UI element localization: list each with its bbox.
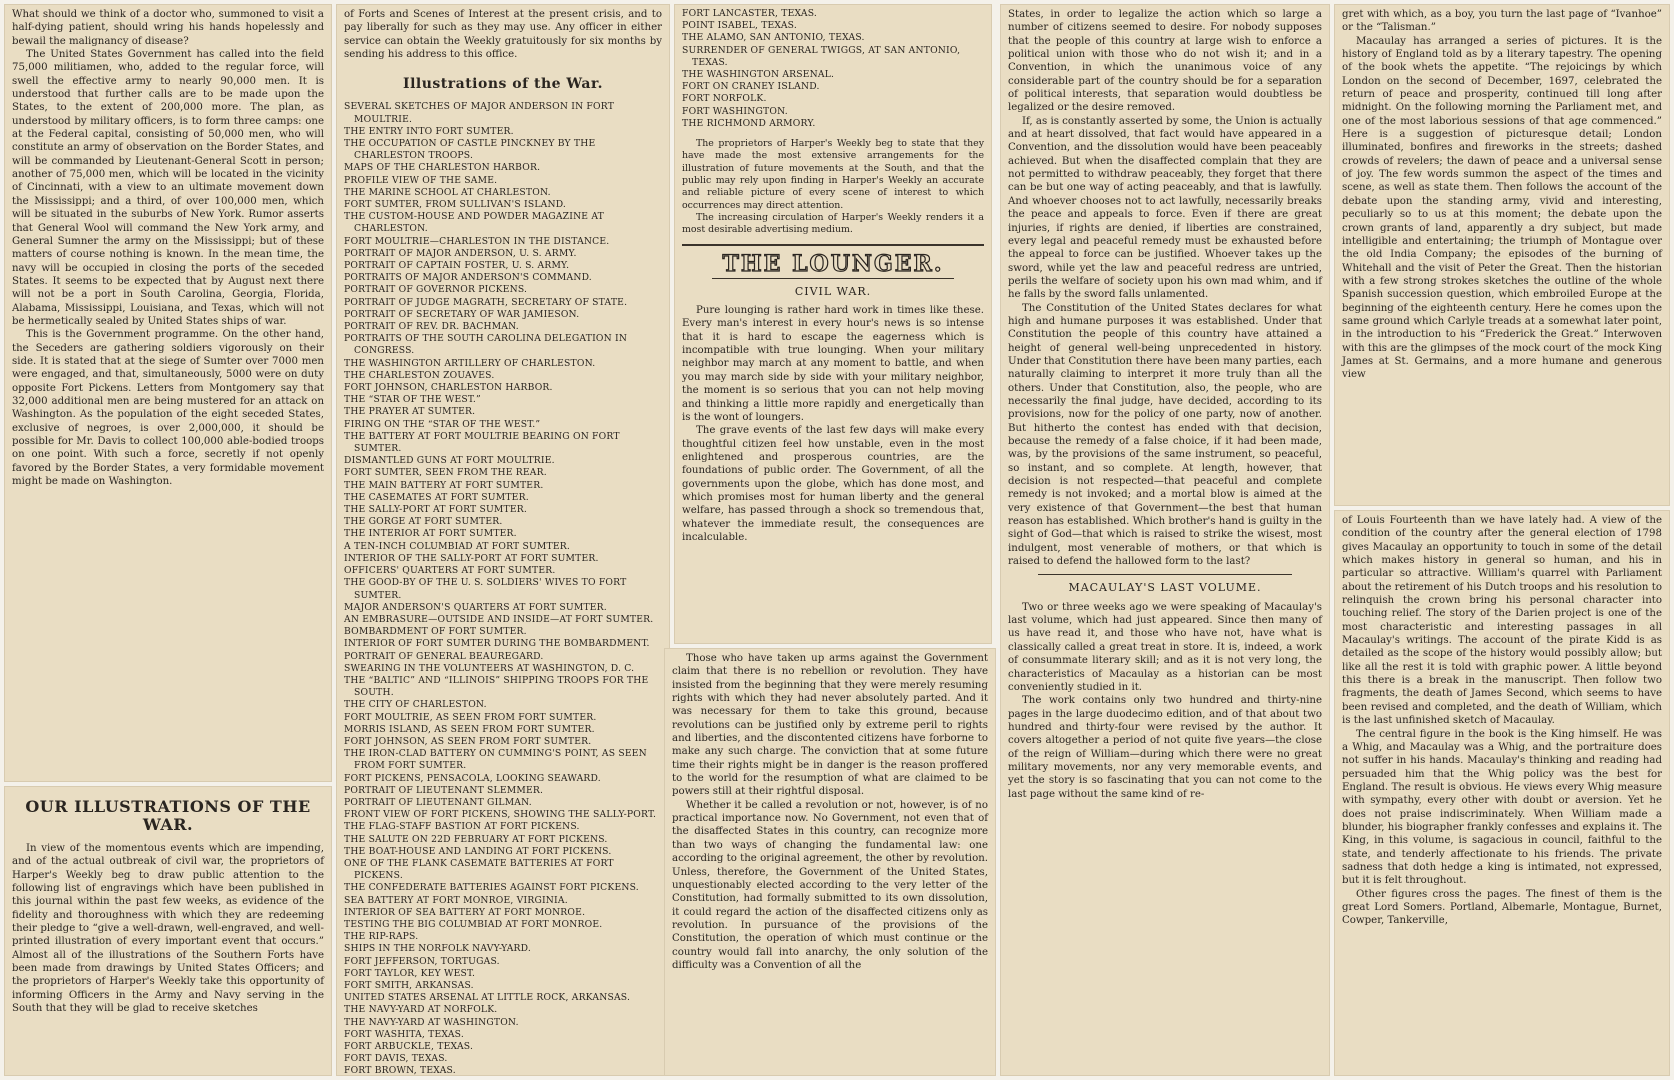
list-item: THE GOOD-BY OF THE U. S. SOLDIERS' WIVES TO FORT SUMTER. — [344, 577, 627, 601]
paragraph: Other figures cross the pages. The finest of them is the great Lord Somers. Portland, Albemarle, Montague, Burnet, Cowper, Tankerville, — [1342, 888, 1662, 927]
list-item: FORT ON CRANEY ISLAND. — [682, 81, 820, 93]
list-item: THE IRON-CLAD BATTERY ON CUMMING'S POINT, AS SEEN FROM FORT SUMTER. — [344, 748, 647, 772]
paragraph: This is the Government programme. On the other hand, the Seceders are gathering soldiers vigorously on their side. It is stated that at the siege of Sumter over 7000 men were engaged, and that, simultaneously, 5000 were on duty opposite Fort Pickens. Letters from Montgomery say that 32,000 additional men are being mustered for an attack on Washington. As the population of the eight seceded States, exclusive of negroes, is over 2,000,000, it should be possible for Mr. Davis to collect 100,000 able-bodied troops on one point. With such a force, secretly if not openly favored by the Border States, a very formidable movement might be made on Washington. — [12, 329, 324, 488]
list-item: THE CUSTOM-HOUSE AND POWDER MAGAZINE AT CHARLESTON. — [344, 211, 604, 235]
paragraph: The central figure in the book is the King himself. He was a Whig, and Macaulay was a Whig, and the portraiture does not suffer in his hands. Macaulay's thinking and reading had persuaded him that the Whig policy was the best for England. The result is obvious. He views every Whig measure with sympathy, every other with doubt or aversion. Yet he does not praise indiscriminately. When William made a blunder, his biographer frankly confesses and explains it. The King, in this volume, is sagacious in council, faithful to the state, and tenderly affectionate to his friends. The private sadness that doth hedge a king is intimated, not expressed, but it is felt throughout. — [1342, 728, 1662, 887]
list-item: SURRENDER OF GENERAL TWIGGS, AT SAN ANTONIO, TEXAS. — [682, 44, 961, 68]
list-item: PORTRAIT OF LIEUTENANT SLEMMER. — [344, 784, 544, 796]
list-item: THE ALAMO, SAN ANTONIO, TEXAS. — [682, 32, 865, 44]
list-item: THE CASEMATES AT FORT SUMTER. — [344, 491, 529, 503]
list-item: FORT BROWN, TEXAS. — [344, 1065, 456, 1076]
paragraph: gret with which, as a boy, you turn the last page of “Ivanhoe” or the “Talisman.” — [1342, 9, 1662, 34]
list-item: SWEARING IN THE VOLUNTEERS AT WASHINGTON, D. C. — [344, 662, 635, 674]
list-item: MORRIS ISLAND, AS SEEN FROM FORT SUMTER. — [344, 723, 595, 735]
section-heading: Illustrations of the War. — [403, 76, 603, 93]
list-item: FORT TAYLOR, KEY WEST. — [344, 967, 476, 979]
clipping-col4 — [1000, 4, 1330, 1076]
list-item: PORTRAIT OF CAPTAIN FOSTER, U. S. ARMY. — [344, 260, 570, 272]
list-item: FORT SUMTER, SEEN FROM THE REAR. — [344, 467, 547, 479]
paragraph: Two or three weeks ago we were speaking of Macaulay's last volume, which had just appeared. Since then many of us have read it, and those who have not, have what is classically called a great treat in store. It is, indeed, a work of consummate literary skill; and as it is not very long, the characteristics of Macaulay as a historian can be most conveniently studied in it. — [1008, 601, 1322, 693]
list-item: PORTRAITS OF THE SOUTH CAROLINA DELEGATION IN CONGRESS. — [344, 333, 628, 357]
list-item: THE OCCUPATION OF CASTLE PINCKNEY BY THE CHARLESTON TROOPS. — [344, 137, 596, 162]
list-item: MAPS OF THE CHARLESTON HARBOR. — [344, 162, 541, 174]
list-item: SEVERAL SKETCHES OF MAJOR ANDERSON IN FORT MOULTRIE. — [344, 101, 615, 125]
section-subhead: MACAULAY'S LAST VOLUME. — [1068, 581, 1262, 595]
paragraph: The Constitution of the United States declares for what high and humane purposes it was established. Under that Constitution the people of this country have attained a height of general well-being unprecedented in history. Under that Constitution there have been many parties, each naturally claiming to interpret it more truly than all the others. Under that Constitution, also, the people, who are necessarily the final judge, have decided, according to its provisions, now for the policy of one party, now of another. But hitherto the contest has ended with that decision, because the remedy of a false choice, if it had been made, was, by the provisions of the same instrument, so peaceful, so instant, and so complete. At length, however, that decision is not respected—that peaceful and complete remedy is not invoked; and a mortal blow is aimed at the very existence of that Government—the best that human reason has established. Which brother's hand is guilty in the sight of God—that which is raised to strike the wisest, most indulgent, most venerable of mothers, or that which is raised to defend the hallowed form to the last? — [1008, 302, 1322, 568]
list-item: SEA BATTERY AT FORT MONROE, VIRGINIA. — [344, 894, 568, 906]
list-item: INTERIOR OF FORT SUMTER DURING THE BOMBARDMENT. — [344, 638, 650, 650]
list-item: THE ENTRY INTO FORT SUMTER. — [344, 125, 514, 137]
list-item: MAJOR ANDERSON'S QUARTERS AT FORT SUMTER. — [344, 601, 607, 613]
paragraph: Macaulay has arranged a series of pictures. It is the history of England told as by a literary tapestry. The opening of the book whets the appetite. “The rejoicings by which London on the second of December, 1697, celebrated the return of peace and prosperity, continued till long after midnight. On the following morning the Parliament met, and one of the most laborious sessions of that age commenced.” Here is a suggestion of picturesque detail; London illuminated, bonfires and fireworks in the streets; dashed crowds of revelers; the dawn of peace and a universal sense of joy. The few words summon the aspect of the times and scene, as well as state them. Then follows the account of the debate upon the standing army, vivid and interesting, peculiarly so to us at this moment; the debate upon the crown grants of land, apparently a dry subject, but made intelligible and entertaining; the triumph of Montague over the old India Company; the episodes of the burning of Whitehall and the visit of Peter the Great. Then the historian with a few strong strokes sketches the outline of the whole Spanish succession question, which embroiled Europe at the beginning of the eighteenth century. Here he comes upon the same ground which Carlyle treads at a somewhat later point, in the introduction to his “Frederick the Great.” Interwoven with this are the glimpses of the mock court of the mock King James at St. Germains, and a more humane and generous view — [1342, 35, 1662, 381]
list-item: FORT JEFFERSON, TORTUGAS. — [344, 955, 500, 967]
list-item: OFFICERS' QUARTERS AT FORT SUMTER. — [344, 565, 556, 577]
list-item: UNITED STATES ARSENAL AT LITTLE ROCK, ARKANSAS. — [344, 992, 631, 1004]
list-item: FORT NORFOLK. — [682, 93, 767, 105]
list-item: FORT SUMTER, FROM SULLIVAN'S ISLAND. — [344, 199, 567, 210]
list-item: THE CONFEDERATE BATTERIES AGAINST FORT PICKENS. — [344, 882, 639, 894]
list-item: THE BATTERY AT FORT MOULTRIE BEARING ON FORT SUMTER. — [344, 430, 620, 455]
list-item: THE NAVY-YARD AT WASHINGTON. — [344, 1016, 519, 1028]
clipping-col1-top — [4, 4, 332, 782]
list-item: THE SALLY-PORT AT FORT SUMTER. — [344, 504, 527, 516]
section-heading: OUR ILLUSTRATIONS OF THE WAR. — [25, 797, 311, 834]
clipping-col3-bottom — [664, 648, 996, 1076]
clipping-col1-bottom — [4, 786, 332, 1076]
list-item: THE CHARLESTON ZOUAVES. — [344, 369, 495, 381]
list-item: THE RICHMOND ARMORY. — [682, 117, 816, 129]
divider — [682, 244, 984, 246]
list-item: PORTRAIT OF MAJOR ANDERSON, U. S. ARMY. — [344, 247, 577, 259]
clipping-col5-top — [1334, 4, 1670, 506]
list-item: TESTING THE BIG COLUMBIAD AT FORT MONROE. — [344, 918, 603, 930]
list-item: THE INTERIOR AT FORT SUMTER. — [344, 528, 517, 540]
list-item: FORT WASHITA, TEXAS. — [344, 1028, 464, 1040]
list-item: FORT WASHINGTON. — [682, 105, 788, 117]
list-item: THE PRAYER AT SUMTER. — [344, 406, 476, 418]
illustrations-list — [344, 101, 662, 1076]
paragraph: States, in order to legalize the action which so large a number of citizens seemed to desire. For nobody supposes that the people of this country at large wish to enforce a political union with those who do not wish it; and in a Convention, in which the unanimous voice of any considerable part of the country should be for a separation of political interests, that separation would doubtless be legalized or the desire removed. — [1008, 9, 1322, 114]
list-item: THE WASHINGTON ARTILLERY OF CHARLESTON. — [344, 357, 596, 369]
list-item: POINT ISABEL, TEXAS. — [682, 20, 797, 32]
paragraph: Pure lounging is rather hard work in times like these. Every man's interest in every hour's news is so intense that it is hard to escape the eagerness which is incompatible with true lounging. When your military neighbor may march at any moment to battle, and when you may march side by side with your military neighbor, the moment is so serious that you can not help moving and thinking a little more rapidly and energetically than is the wont of loungers. — [682, 305, 984, 423]
illustrations-list-continued — [682, 8, 984, 130]
list-item: SHIPS IN THE NORFOLK NAVY-YARD. — [344, 943, 532, 955]
list-item: INTERIOR OF SEA BATTERY AT FORT MONROE. — [344, 906, 586, 918]
paragraph: The United States Government has called into the field 75,000 militiamen, who, added to the regular force, will swell the effective army to nearly 90,000 men. It is understood that further calls are to be made upon the States, to the extent of 200,000 more. The plan, as understood by military officers, is to form three camps: one at the Federal capital, consisting of 50,000 men, who will constitute an army of observation on the Border States, and will be commanded by Lieutenant-General Scott in person; another of 75,000 men, which will be located in the vicinity of Cincinnati, with a view to an ultimate movement down the Mississippi; and a third, of over 100,000 men, which will be situated in the suburbs of New York. Rumor asserts that General Wool will command the New York army, and General Sumner the army on the Mississippi; but of these matters of course nothing is known. In the mean time, the navy will be occupied in closing the ports of the seceded States. It seems to be expected that by August next there will not be a port in South Carolina, Georgia, Florida, Alabama, Mississippi, Louisiana, and Texas, which will not be hermetically sealed by United States ships of war. — [12, 49, 324, 327]
list-item: FORT MOULTRIE, AS SEEN FROM FORT SUMTER. — [344, 711, 597, 723]
list-item: BOMBARDMENT OF FORT SUMTER. — [344, 626, 527, 638]
list-item: FORT DAVIS, TEXAS. — [344, 1053, 448, 1065]
list-item: FORT LANCASTER, TEXAS. — [682, 8, 818, 19]
list-item: THE FLAG-STAFF BASTION AT FORT PICKENS. — [344, 821, 580, 833]
divider — [1038, 574, 1292, 575]
list-item: THE SALUTE ON 22D FEBRUARY AT FORT PICKENS. — [344, 833, 608, 845]
list-item: FORT PICKENS, PENSACOLA, LOOKING SEAWARD. — [344, 772, 601, 784]
list-item: THE CITY OF CHARLESTON. — [344, 699, 487, 711]
list-item: A TEN-INCH COLUMBIAD AT FORT SUMTER. — [344, 540, 570, 552]
list-item: PORTRAIT OF REV. DR. BACHMAN. — [344, 321, 519, 333]
list-item: THE MAIN BATTERY AT FORT SUMTER. — [344, 479, 544, 491]
list-item: THE “BALTIC” AND “ILLINOIS” SHIPPING TROOPS FOR THE SOUTH. — [344, 674, 649, 699]
list-item: THE MARINE SCHOOL AT CHARLESTON. — [344, 186, 551, 198]
list-item: FRONT VIEW OF FORT PICKENS, SHOWING THE SALLY-PORT. — [344, 809, 657, 821]
list-item: THE RIP-RAPS. — [344, 931, 419, 943]
paragraph: If, as is constantly asserted by some, the Union is actually and at heart dissolved, that fact would have appeared in a Convention, and the dissolution would have been peaceably achieved. But when the disaffected complain that they are not permitted to withdraw peaceably, they forget that there can be but one way of acting peaceably, and that is lawfully. And whoever chooses not to act lawfully, necessarily breaks the peace and appeals to force. Even if there are great injuries, if rights are denied, if liberties are constrained, every legal and peaceful remedy must be exhausted before the appeal to force can be justified. Whoever takes up the sword, while yet the law and peaceful redress are untried, perils the welfare of society upon his own mad whim, and if he falls by the sword falls unlamented. — [1008, 115, 1322, 301]
list-item: FORT JOHNSON, AS SEEN FROM FORT SUMTER. — [344, 735, 592, 747]
paragraph: Whether it be called a revolution or not, however, is of no practical importance now. No Government, not even that of the disaffected States in this country, can recognize more than two ways of changing the fundamental law: one according to the original agreement, the other by revolution. Unless, therefore, the Government of the United States, unquestionably elected according to the very letter of the Constitution, had formally submitted to its own dissolution, it could regard the action of the disaffected citizens only as revolution. In pursuance of the provisions of the Constitution, the operation of which must continue or the country would fall into anarchy, the only solution of the difficulty was a Convention of all the — [672, 799, 988, 971]
list-item: AN EMBRASURE—OUTSIDE AND INSIDE—AT FORT SUMTER. — [344, 613, 654, 625]
list-item: PORTRAIT OF SECRETARY OF WAR JAMIESON. — [344, 308, 580, 320]
list-item: ONE OF THE FLANK CASEMATE BATTERIES AT FORT PICKENS. — [344, 857, 614, 882]
list-item: FIRING ON THE “STAR OF THE WEST.” — [344, 418, 541, 430]
list-item: FORT ARBUCKLE, TEXAS. — [344, 1041, 474, 1053]
notice: The increasing circulation of Harper's Weekly renders it a most desirable advertising medium. — [682, 211, 984, 236]
paragraph: of Forts and Scenes of Interest at the present crisis, and to pay liberally for such as they may use. Any officer in either service can obtain the Weekly gratuitously for six months by sending his address to this office. — [344, 9, 662, 61]
paragraph: Those who have taken up arms against the Government claim that there is no rebellion or revolution. They have insisted from the beginning that they were merely resuming rights with which they had never absolutely parted. And it was necessary for them to take this ground, because revolutions can be justified only by extreme peril to rights and liberties, and the discontented citizens have forborne to make any such charge. The conviction that at some future time their rights might be in danger is the reason proffered to the world for the resumption of what are claimed to be powers still at their rightful disposal. — [672, 653, 988, 798]
notice: The proprietors of Harper's Weekly beg to state that they have made the most extensive arrangements for the illustration of future movements at the South, and that the public may rely upon finding in Harper's Weekly an accurate and reliable picture of every scene of interest to which occurrences may direct attention. — [682, 138, 984, 211]
masthead: THE LOUNGER. — [722, 251, 944, 278]
paragraph: What should we think of a doctor who, summoned to visit a half-dying patient, should wring his hands hopelessly and bewail the malignancy of disease? — [12, 9, 324, 47]
list-item: PORTRAIT OF LIEUTENANT GILMAN. — [344, 796, 532, 808]
list-item: THE GORGE AT FORT SUMTER. — [344, 516, 503, 528]
list-item: DISMANTLED GUNS AT FORT MOULTRIE. — [344, 455, 555, 467]
list-item: PORTRAIT OF JUDGE MAGRATH, SECRETARY OF STATE. — [344, 296, 628, 308]
list-item: INTERIOR OF THE SALLY-PORT AT FORT SUMTER. — [344, 552, 599, 564]
list-item: PORTRAITS OF MAJOR ANDERSON'S COMMAND. — [344, 272, 592, 284]
clipping-col5-bottom — [1334, 510, 1670, 1076]
paragraph: of Louis Fourteenth than we have lately had. A view of the condition of the country after the general election of 1798 gives Macaulay an opportunity to touch in some of the detail which makes history in general so human, and his in particular so attractive. William's quarrel with Parliament about the retirement of his Dutch troops and his resolution to relinquish the crown bring his personal character into touching relief. The story of the Darien project is one of the most characteristic and interesting passages in all Macaulay's writings. The account of the pirate Kidd is as detailed as the scope of the history would possibly allow; but like all the rest it is told with graphic power. A little beyond this there is a break in the manuscript. Then follow two fragments, the death of James Second, which seems to have been revised and completed, and the death of William, which is the last unfinished sketch of Macaulay. — [1342, 515, 1662, 727]
list-item: PORTRAIT OF GOVERNOR PICKENS. — [344, 284, 528, 296]
list-item: THE “STAR OF THE WEST.” — [344, 394, 481, 406]
divider — [712, 278, 954, 279]
list-item: FORT MOULTRIE—CHARLESTON IN THE DISTANCE. — [344, 235, 610, 247]
list-item: PORTRAIT OF GENERAL BEAUREGARD. — [344, 650, 544, 662]
paragraph: In view of the momentous events which are impending, and of the actual outbreak of civil war, the proprietors of Harper's Weekly beg to draw public attention to the following list of engravings which have been published in this journal within the past few weeks, as evidence of the fidelity and thoroughness with which they are redeeming their pledge to “give a well-drawn, well-engraved, and well-printed illustration of every important event that occurs.” Almost all of the illustrations of the Southern Forts have been made from drawings by United States Officers; and the proprietors of Harper's Weekly take this opportunity of informing Officers in the Army and Navy serving in the South that they will be glad to receive sketches — [12, 843, 324, 1015]
list-item: THE NAVY-YARD AT NORFOLK. — [344, 1004, 498, 1016]
clipping-col2 — [336, 4, 670, 1076]
list-item: FORT JOHNSON, CHARLESTON HARBOR. — [344, 382, 553, 394]
paragraph: The work contains only two hundred and thirty-nine pages in the large duodecimo edition, and of that about two hundred and thirty-four were revised by the author. It covers altogether a period of not quite five years—the close of the reign of William—during which there were no great military movements, nor any very memorable events, and yet the story is so fascinating that you can not come to the last page without the same kind of re- — [1008, 695, 1322, 800]
clipping-col3-top — [674, 4, 992, 644]
paragraph: The grave events of the last few days will make every thoughtful citizen feel how unstable, even in the most enlightened and prosperous countries, are the foundations of public order. The Government, of all the governments upon the globe, which has done most, and which promises most for human liberty and the general welfare, has passed through a shock so tremendous that, whatever the immediate result, the consequences are incalculable. — [682, 425, 984, 543]
list-item: THE BOAT-HOUSE AND LANDING AT FORT PICKENS. — [344, 845, 612, 857]
list-item: FORT SMITH, ARKANSAS. — [344, 980, 474, 991]
section-subhead: CIVIL WAR. — [794, 284, 872, 298]
list-item: PROFILE VIEW OF THE SAME. — [344, 174, 498, 186]
list-item: THE WASHINGTON ARSENAL. — [682, 69, 835, 81]
